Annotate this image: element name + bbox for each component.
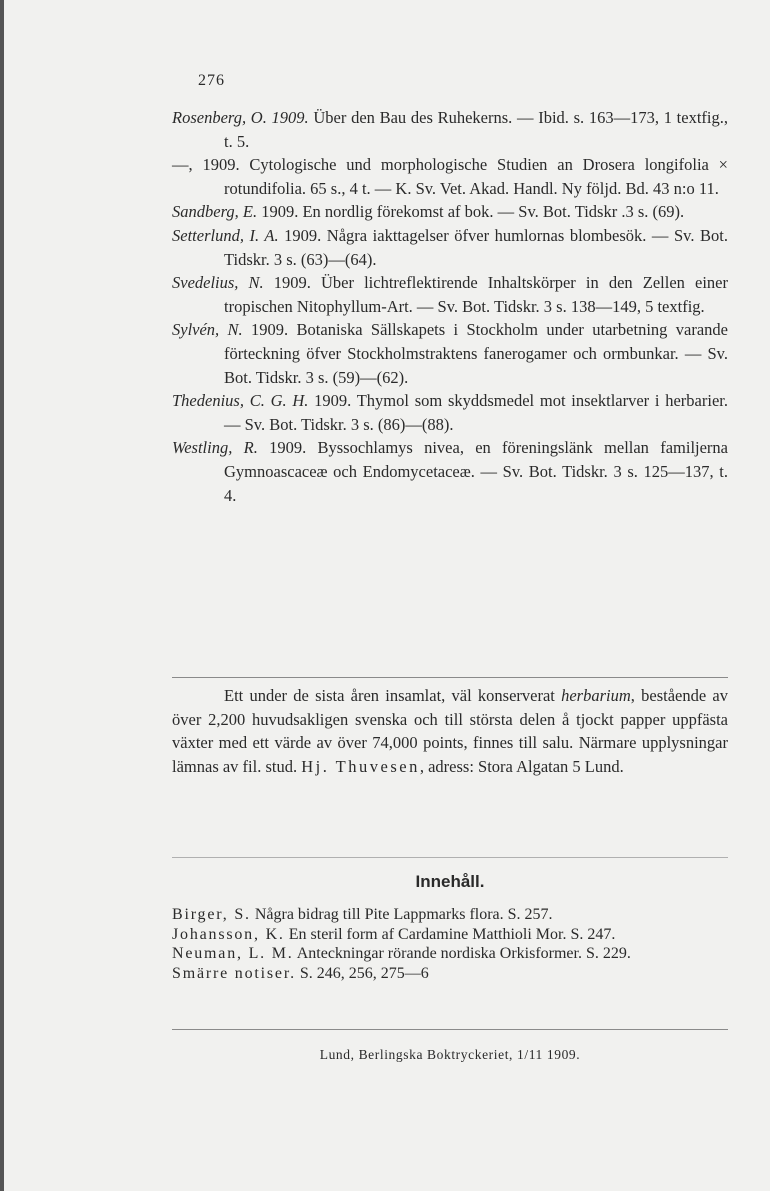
reference-entry [172,224,728,271]
reference-author: Setterlund, I. A. [172,225,279,245]
printer-imprint: Lund, Berlingska Boktryckeriet, 1/11 1909. [319,1047,581,1062]
notice-italic: herbarium [561,686,631,705]
contents-item [172,965,728,983]
reference-entry [172,200,728,224]
reference-text: 1909. En nordlig förekomst af bok. — Sv. Bot. Tidskr .3 s. (69). [257,202,685,222]
reference-entry [172,271,728,318]
reference-author: Rosenberg, O. 1909. [172,108,309,127]
contents-author: Birger, S. [172,906,251,923]
notice-contact-name: Hj. Thuvesen [301,756,420,776]
contents-heading: Innehåll. [415,872,485,891]
reference-text: 1909. Botaniska Sällskapets i Stockholm under utarbetning varande förteckning öfver Stockholmstraktens fanerogamer och ormbunkar. — Sv. Bot. Tidskr. 3 s. (59)—(62). [224,320,729,387]
contents-author: Johansson, K. [172,925,285,943]
contents-author: Neuman, L. M. [172,945,294,962]
reference-entry [172,318,728,389]
divider [172,1029,728,1030]
reference-author: Thedenius, C. G. H. [172,391,309,411]
reference-text: 1909. Byssochlamys nivea, en föreningslänk mellan familjerna Gymnoascaceæ och Endomycetaceæ. — Sv. Bot. Tidskr. 3 s. 125—137, t. 4. [224,438,728,505]
reference-text: 1909. Thymol som skyddsmedel mot insektlarver i herbarier. — Sv. Bot. Tidskr. 3 s. (86)—(88). [224,391,728,434]
contents-item [172,906,728,924]
reference-author: Westling, R. [172,438,258,458]
reference-author: Sylvén, N. [172,320,243,340]
reference-entry [172,153,728,200]
reference-text: —, 1909. Cytologische und morphologische Studien an Drosera longifolia × rotundifolia. 65 s., 4 t. — K. Sv. Vet. Akad. Handl. Ny följd. Bd. 43 n:o 11. [172,155,728,198]
reference-entry [172,436,728,507]
reference-text: 1909. Über lichtreflektirende Inhaltskörper in den Zellen einer tropischen Nitophyllum-Art. — Sv. Bot. Tidskr. 3 s. 138—149, 5 textfig. [224,273,728,316]
contents-author: Smärre notiser. [172,964,296,982]
notice-text: , bestående av över 2,200 huvudsakligen svenska och till största delen å tjockt papper uppfästa växter med ett värde av över 74,000 points, finnes till salu. Närmare upplysningar lämnas av fil. stud. [172,686,728,776]
contents-text: Anteckningar rörande nordiska Orkisformer. S. 229. [293,945,631,962]
notice-text: Ett under de sista åren insamlat, väl konserverat [224,686,562,705]
reference-author: Sandberg, E. [172,202,258,222]
reference-list [172,106,728,507]
notice-text: , adress: Stora Algatan 5 Lund. [419,756,624,776]
contents-text: Några bidrag till Pite Lappmarks flora. S. 257. [250,906,553,923]
reference-entry [172,106,728,153]
divider [172,677,728,678]
reference-author: Svedelius, N. [172,273,264,293]
reference-entry [172,389,728,436]
reference-text: Über den Bau des Ruhekerns. — Ibid. s. 163—173, 1 textfig., t. 5. [224,108,728,151]
divider [172,857,728,858]
sale-notice [172,684,728,778]
contents-text: En steril form af Cardamine Matthioli Mor. S. 247. [284,925,616,943]
contents-item [172,945,728,963]
contents-text: S. 246, 256, 275—6 [295,964,429,982]
contents-list [172,906,728,982]
page-edge [0,0,4,1191]
page-number: 276 [198,72,225,89]
reference-text: 1909. Några iakttagelser öfver humlornas blombesök. — Sv. Bot. Tidskr. 3 s. (63)—(64). [224,225,728,269]
contents-item [172,926,728,944]
